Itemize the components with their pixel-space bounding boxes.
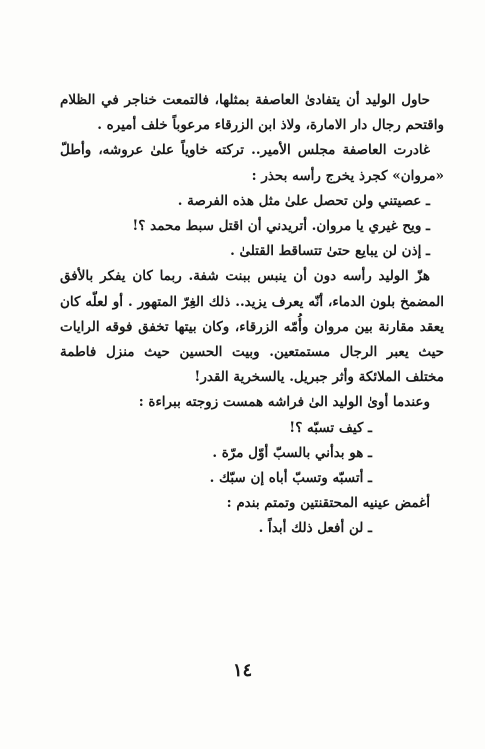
paragraph: حاول الوليد أن يتفادىٰ العاصفة بمثلها، فالتمعت خناجر في الظلام واقتحم رجال دار الامارة، ولاذ ابن الزرقاء مرعوباً خلف أميره . bbox=[60, 92, 444, 134]
dialogue-line: ـ لن أفعل ذلك أبداً . bbox=[258, 520, 372, 537]
dialogue-line: ـ ويح غيري يا مروان. أتريدني أن اقتل سبط محمد ؟! bbox=[132, 218, 430, 235]
paragraph: أغمض عينيه المحتقنتين وتمتم بندم : bbox=[226, 495, 430, 512]
dialogue-line: ـ كيف تسبّه ؟! bbox=[289, 419, 372, 436]
dialogue-line: ـ أتسبّه وتسبّ أباه إن سبّك . bbox=[209, 470, 372, 487]
page-body-text bbox=[60, 88, 444, 542]
page-number: ١٤ bbox=[232, 660, 253, 681]
dialogue-line: ـ عصيتني ولن تحصل علىٰ مثل هذه الفرصة . bbox=[177, 192, 430, 209]
paragraph: هزّ الوليد رأسه دون أن ينبس ببنت شفة. ربما كان يفكر بالأفق المضمخ بلون الدماء، أنّه يعرف يزيد.. ذلك الغِرّ المتهور . أو لعلّه كان يعقد مقارنة بين مروان وأُمّه الزرقاء، وكان بيتها تخفق فوقه الرايات حيث يعبر الرجال مستمتعين. وبيت الحسين حيث منزل فاطمة مختلف الملائكة وأثر جبريل. يالسخرية القدر! bbox=[60, 268, 444, 386]
dialogue-line: ـ هو بدأني بالسبّ أوّل مرّة . bbox=[212, 444, 372, 461]
paragraph: وعندما أوىٰ الوليد الىٰ فراشه همست زوجته ببراءة : bbox=[138, 394, 430, 411]
dialogue-line: ـ إذن لن يبايع حتىٰ تتساقط القتلىٰ . bbox=[230, 243, 430, 260]
paragraph: غادرت العاصفة مجلس الأمير.. تركته خاوياً علىٰ عروشه، وأطلّ «مروان» كجرذ يخرج رأسه بحذر : bbox=[60, 142, 444, 184]
